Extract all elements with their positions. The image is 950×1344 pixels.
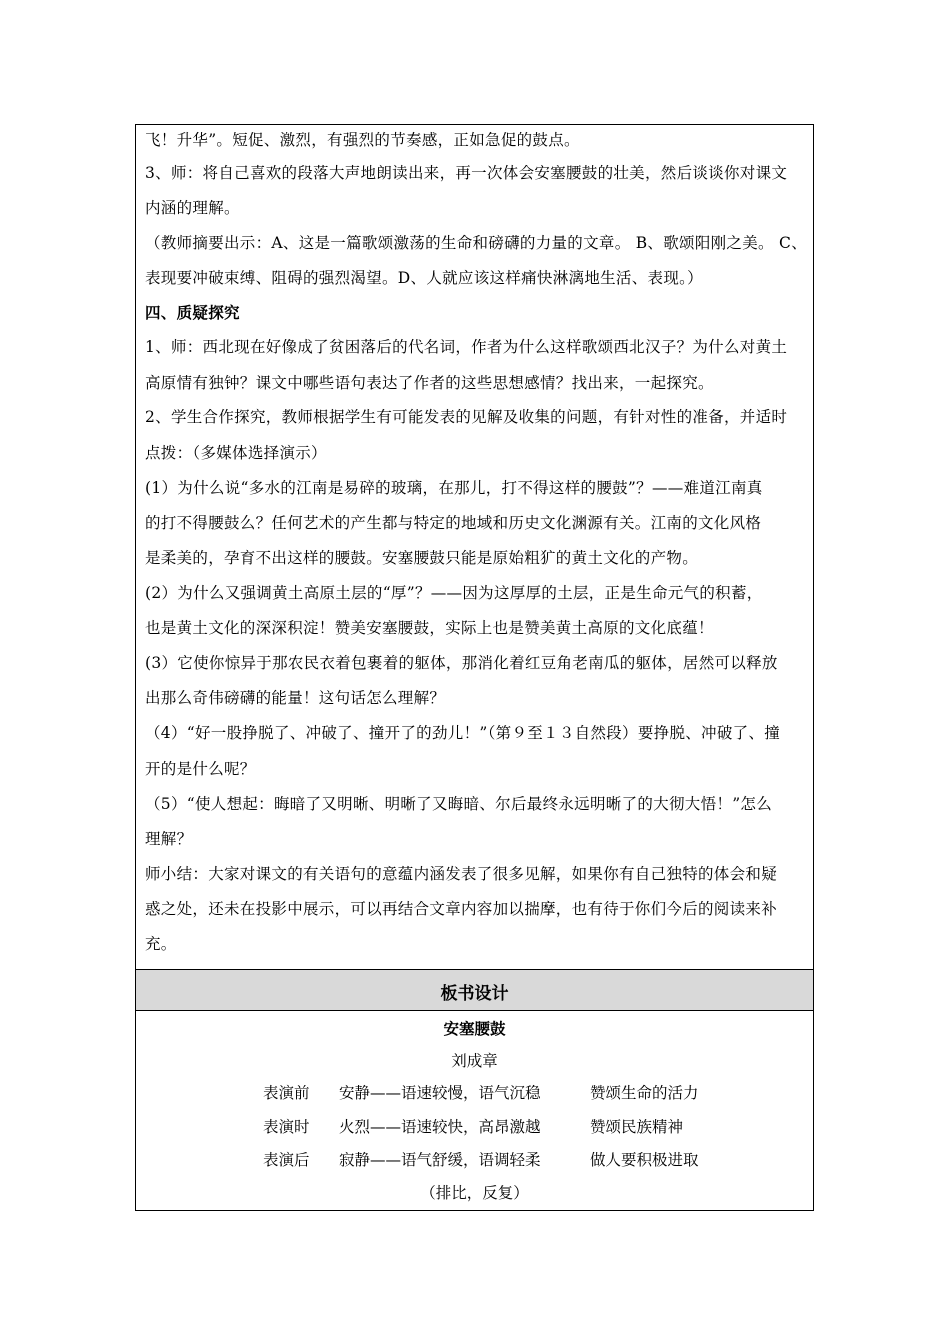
board-desc: 火烈——语速较快，高昂激越 (339, 1118, 541, 1136)
lesson-table (135, 124, 814, 1211)
board-design (136, 1011, 813, 1211)
paragraph-line: 惑之处，还未在投影中展示，可以再结合文章内容加以揣摩，也有待于你们今后的阅读来补 (145, 900, 778, 918)
paragraph-line: 内涵的理解。 (145, 199, 240, 217)
paragraph-line: 出那么奇伟磅礴的能量！这句话怎么理解？ (145, 689, 446, 707)
board-theme: 做人要积极进取 (590, 1151, 699, 1169)
paragraph-line: 飞！升华”。短促、激烈，有强烈的节奏感，正如急促的鼓点。 (145, 131, 580, 149)
board-stage: 表演后 (263, 1151, 310, 1169)
paragraph-line: （教师摘要出示：A、这是一篇歌颂激荡的生命和磅礴的力量的文章。 B、歌颂阳刚之美。 C、 (145, 234, 807, 252)
board-theme: 赞颂生命的活力 (590, 1084, 699, 1102)
paragraph-line: 师小结：大家对课文的有关语句的意蕴内涵发表了很多见解，如果你有自己独特的体会和疑 (145, 865, 778, 883)
paragraph-line: 3、师：将自己喜欢的段落大声地朗读出来，再一次体会安塞腰鼓的壮美，然后谈谈你对课文 (145, 164, 788, 182)
paragraph-line: 开的是什么呢？ (145, 760, 256, 778)
board-title: 安塞腰鼓 (443, 1020, 506, 1038)
board-stage: 表演时 (263, 1118, 310, 1136)
paragraph-line: 充。 (145, 935, 177, 953)
board-note: （排比，反复） (420, 1184, 529, 1202)
paragraph-line: 表现要冲破束缚、阻碍的强烈渴望。D、人就应该这样痛快淋漓地生活、表现。） (145, 269, 703, 287)
paragraph-line: (3）它使你惊异于那农民衣着包裹着的躯体，那消化着红豆角老南瓜的躯体，居然可以释放 (145, 654, 778, 672)
paragraph-line: （5）“使人想起：晦暗了又明晰、明晰了又晦暗、尔后最终永远明晰了的大彻大悟！”怎么 (145, 795, 773, 813)
paragraph-line: 也是黄土文化的深深积淀！赞美安塞腰鼓，实际上也是赞美黄土高原的文化底蕴！ (145, 619, 714, 637)
paragraph-line: 理解？ (145, 830, 193, 848)
paragraph-line: 2、学生合作探究，教师根据学生有可能发表的见解及收集的问题，有针对性的准备，并适时 (145, 408, 788, 426)
board-design-title: 板书设计 (440, 984, 509, 1004)
board-design-header (136, 969, 813, 1011)
section-heading: 四、质疑探究 (145, 304, 240, 322)
paragraph-line: (2）为什么又强调黄土高原土层的“厚”？——因为这厚厚的土层，正是生命元气的积蓄， (145, 584, 763, 602)
paragraph-line: 高原情有独钟？课文中哪些语句表达了作者的这些思想感情？找出来，一起探究。 (145, 374, 714, 392)
board-desc: 寂静——语气舒缓，语调轻柔 (339, 1151, 541, 1169)
board-theme: 赞颂民族精神 (590, 1118, 684, 1136)
board-desc: 安静——语速较慢，语气沉稳 (339, 1084, 541, 1102)
paragraph-line: (1）为什么说“多水的江南是易碎的玻璃，在那儿，打不得这样的腰鼓”？——难道江南真 (145, 479, 763, 497)
paragraph-line: 是柔美的，孕育不出这样的腰鼓。安塞腰鼓只能是原始粗犷的黄土文化的产物。 (145, 549, 699, 567)
board-author: 刘成章 (451, 1052, 498, 1070)
paragraph-line: （4）“好一股挣脱了、冲破了、撞开了的劲儿！”（第９至１３自然段）要挣脱、冲破了、撞 (145, 724, 781, 742)
paragraph-line: 点拨：（多媒体选择演示） (145, 444, 327, 462)
paragraph-line: 的打不得腰鼓么？任何艺术的产生都与特定的地域和历史文化渊源有关。江南的文化风格 (145, 514, 762, 532)
board-stage: 表演前 (263, 1084, 310, 1102)
paragraph-line: 1、师：西北现在好像成了贫困落后的代名词，作者为什么这样歌颂西北汉子？为什么对黄土 (145, 338, 788, 356)
